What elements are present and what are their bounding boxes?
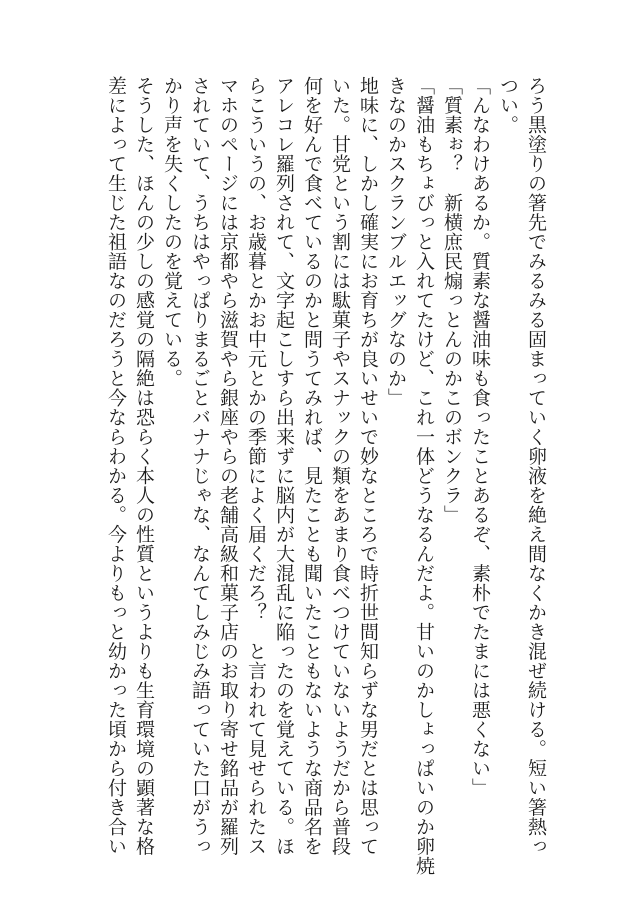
text-line: 「質素ぉ？ 新横庶民煽っとんのかこのボンクラ」 [441,76,463,525]
text-line: らこういうの、お歳暮とかお中元とかの季節によく届くだろ？ と言われて見せられたス [245,76,267,856]
text-line: そうした、ほんの少しの感覚の隔絶は恐らく本人の性質というよりも生育環境の顕著な格 [133,76,155,856]
text-line: つい。 [497,76,519,135]
text-line: ろう黒塗りの箸先でみるみる固まっていく卵液を絶え間なくかき混ぜ続ける。短い箸熱っ [525,76,547,856]
text-line: 地味に、しかし確実にお育ちが良いせいで妙なところで時折世間知らずな男だとは思って [357,76,379,856]
text-line: 何を好んで食べているのかと問うてみれば、見たことも聞いたこともないような商品名を [301,76,323,856]
text-line: 「醤油もちょびっと入れてたけど、これ一体どうなるんだよ。甘いのかしょっぱいのか卵焼 [413,76,435,876]
text-line: 「んなわけあるか。質素な醤油味も食ったことあるぞ、素朴でたまには悪くない」 [469,76,491,798]
text-line: アレコレ羅列されて、文字起こしすら出来ずに脳内が大混乱に陥ったのを覚えている。ほ [273,76,295,856]
text-line: きなのかスクランブルエッグなのか」 [385,76,407,408]
text-line: マホのページには京都やら滋賀やら銀座やらの老舗高級和菓子店のお取り寄せ銘品が羅列 [217,76,239,856]
text-line: されていて、うちはやっぱりまるごとバナナじゃな、なんてしみじみ語っていた口がうっ [189,76,211,856]
text-line: かり声を失くしたのを覚えている。 [161,76,183,388]
vertical-text-body [102,76,550,876]
text-line: いた。甘党という割には駄菓子やスナックの類をあまり食べつけていないようだから普段 [329,76,351,856]
text-line: 差によって生じた祖語なのだろうと今ならわかる。今よりもっと幼かった頃から付き合い [105,76,127,856]
